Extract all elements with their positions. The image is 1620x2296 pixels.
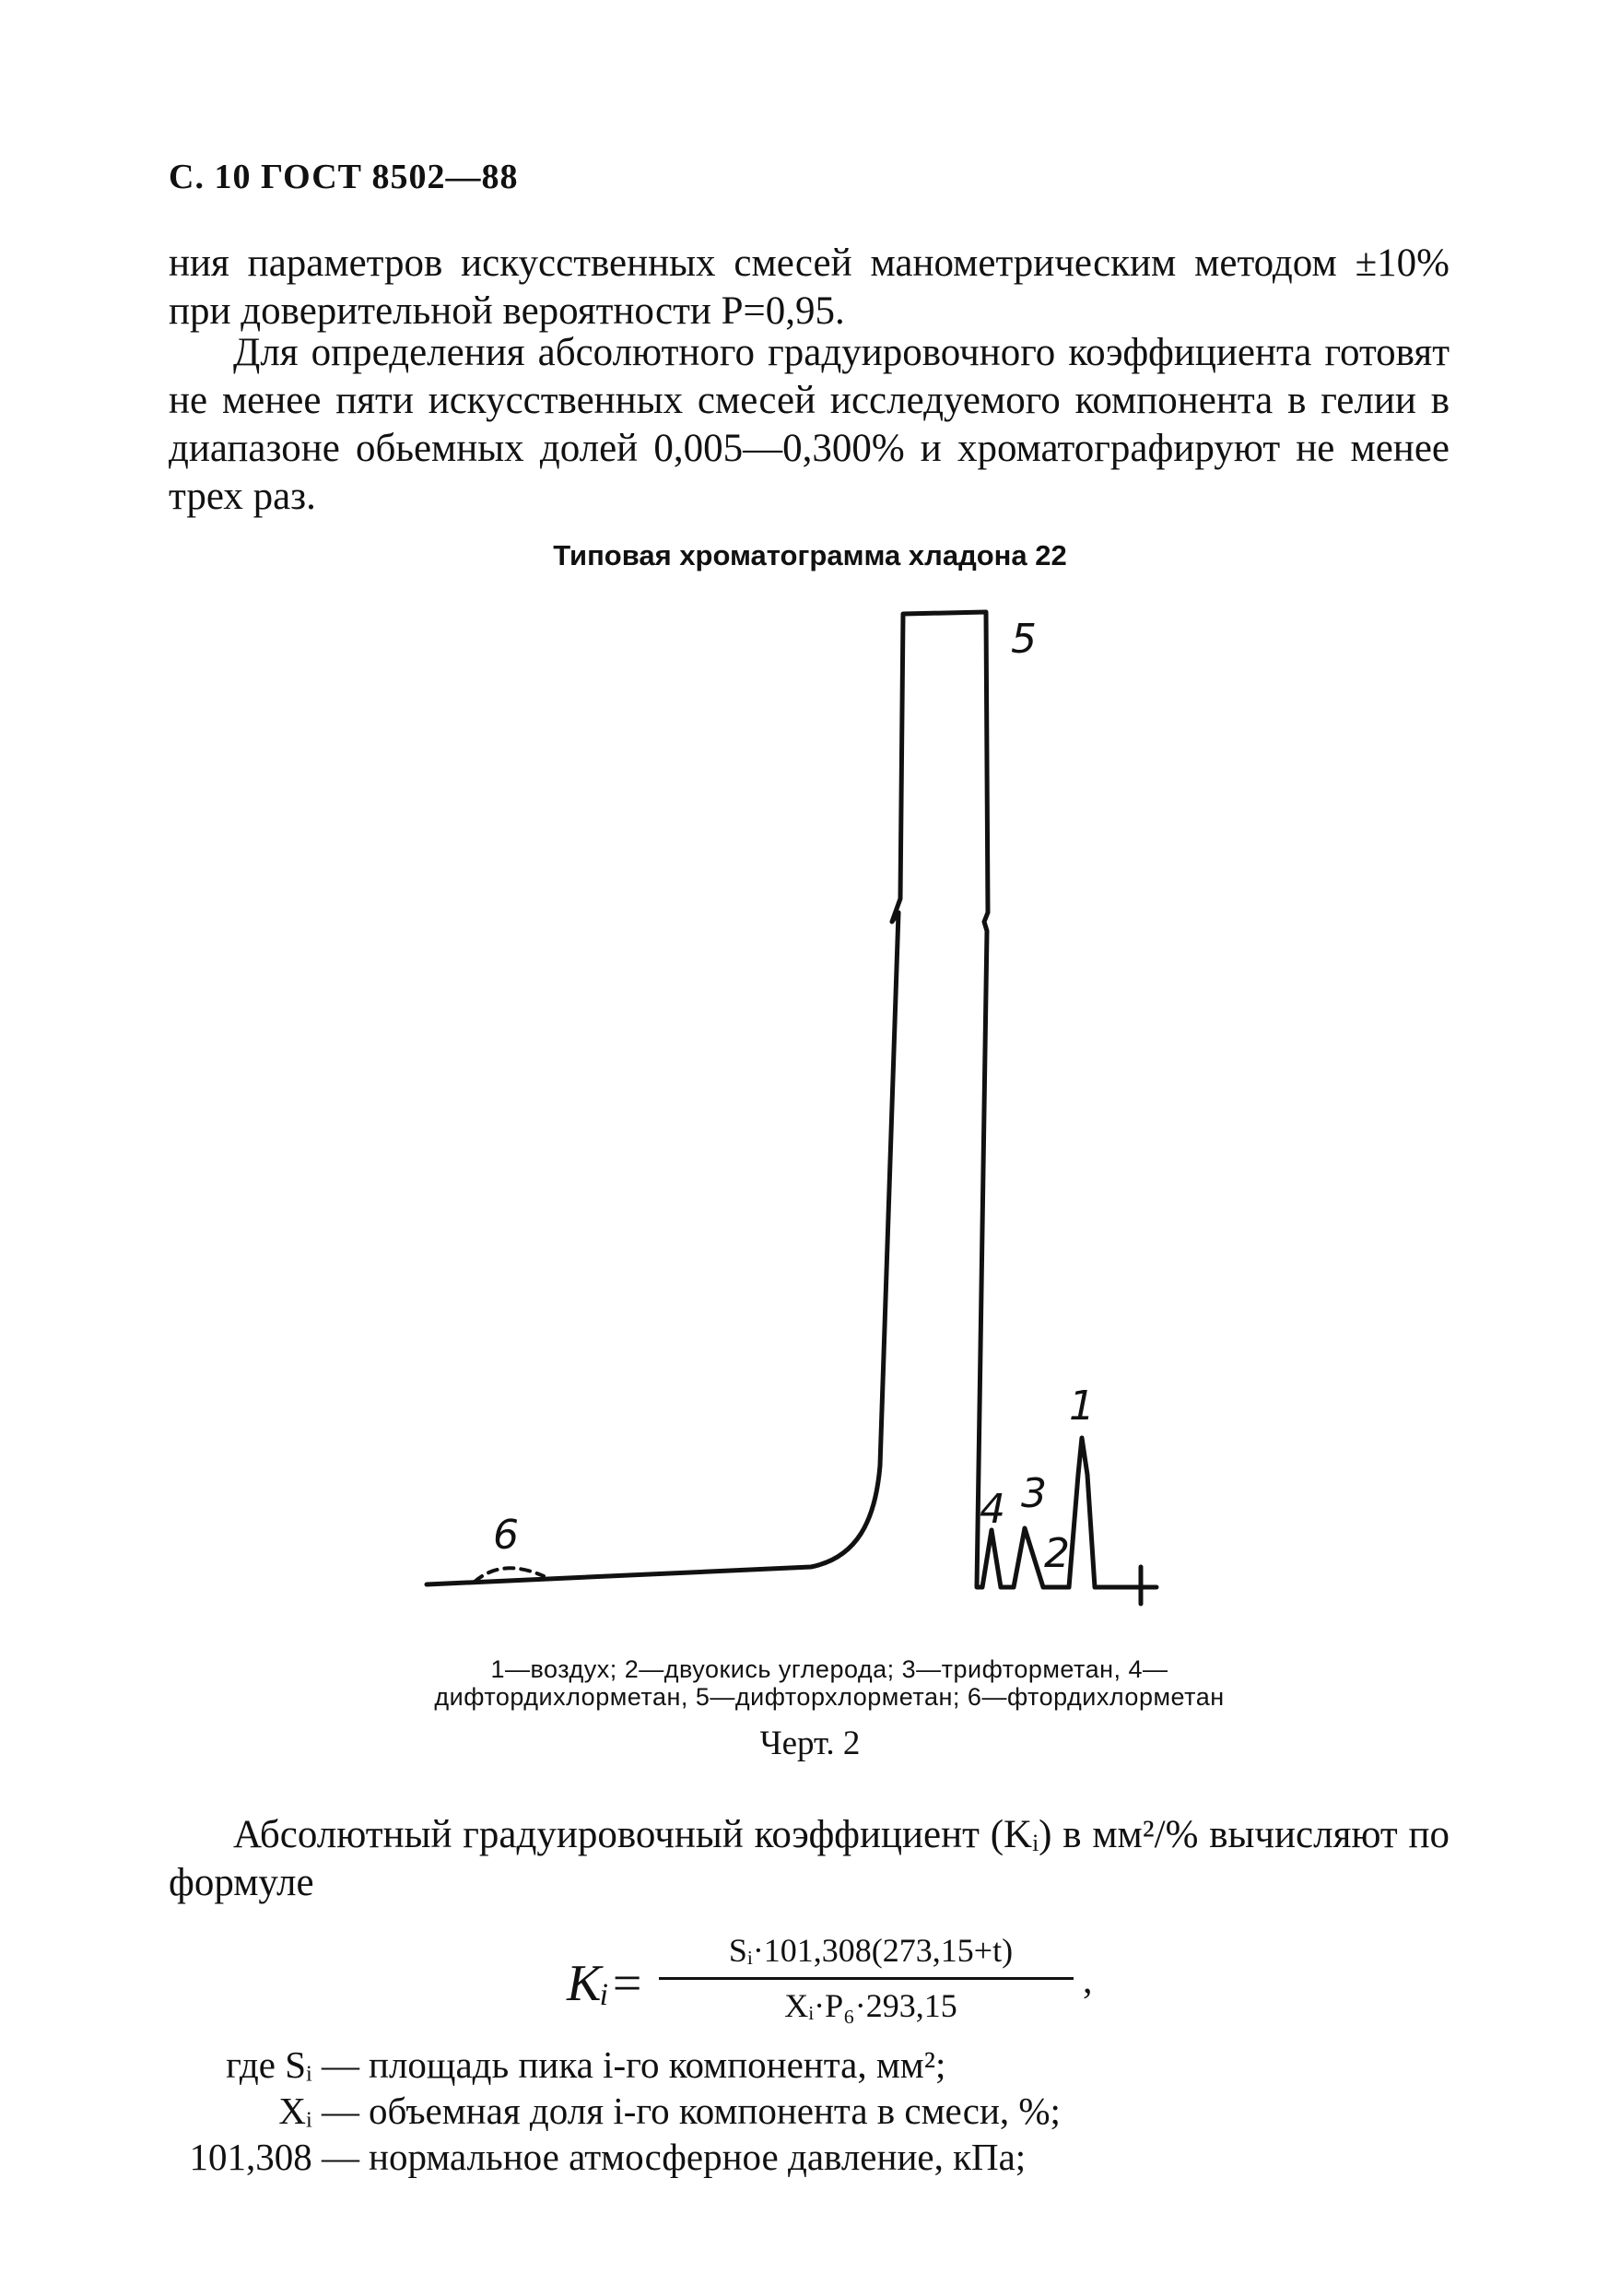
definition-text: площадь пика i-го компонента, мм²; — [369, 2043, 946, 2086]
figure-legend: 1—воздух; 2—двуокись углерода; 3—трифторметан, 4—дифтордихлорметан, 5—дифторхлорметан; 6—фтордихлорметан — [434, 1655, 1225, 1711]
page-header: С. 10 ГОСТ 8502—88 — [169, 158, 519, 196]
definition-text: объемная доля i-го компонента в смеси, %; — [369, 2090, 1061, 2132]
definition-term: Xᵢ — — [278, 2090, 359, 2132]
figure-title: Типовая хроматограмма хладона 22 — [553, 539, 1067, 571]
peak-label-1: 1 — [1069, 1383, 1095, 1430]
formula-comma: , — [1083, 1960, 1093, 2002]
peak-label-4: 4 — [980, 1486, 1005, 1533]
figure-caption: Черт. 2 — [759, 1725, 861, 1762]
peak-6-dashed-hump — [475, 1568, 544, 1582]
peak-label-3: 3 — [1021, 1470, 1047, 1517]
fraction-bar — [659, 1977, 1074, 1980]
definition-text: нормальное атмосферное давление, кПа; — [369, 2136, 1027, 2178]
paragraph-3: Абсолютный градуировочный коэффициент (Kᵢ) в мм²/% вычисляют по формуле — [169, 1813, 1450, 1904]
paragraph-2: Для определения абсолютного градуировочного коэффициента готовят не менее пяти искусственных смесей исследуемого компонента в гелии в диапазоне обьемных долей 0,005—0,300% и хроматографируют не менее трех раз. — [169, 331, 1450, 518]
peak-label-6: 6 — [493, 1512, 519, 1559]
formula-denominator: Xᵢ·P₆·293,15 — [784, 1987, 957, 2024]
formula-lhs: Kᵢ= — [567, 1955, 644, 2012]
formula-numerator: Sᵢ·101,308(273,15+t) — [728, 1932, 1014, 1969]
paragraph-1: ния параметров искусственных смесей манометрическим методом ±10% при доверительной вероятности P=0,95. — [169, 241, 1450, 333]
peak-label-2: 2 — [1044, 1530, 1070, 1577]
definition-term: 101,308 — — [189, 2136, 359, 2178]
chromatogram-trace — [427, 612, 1156, 1587]
definition-term: где Sᵢ — — [226, 2043, 359, 2086]
peak-label-5: 5 — [1011, 616, 1037, 663]
